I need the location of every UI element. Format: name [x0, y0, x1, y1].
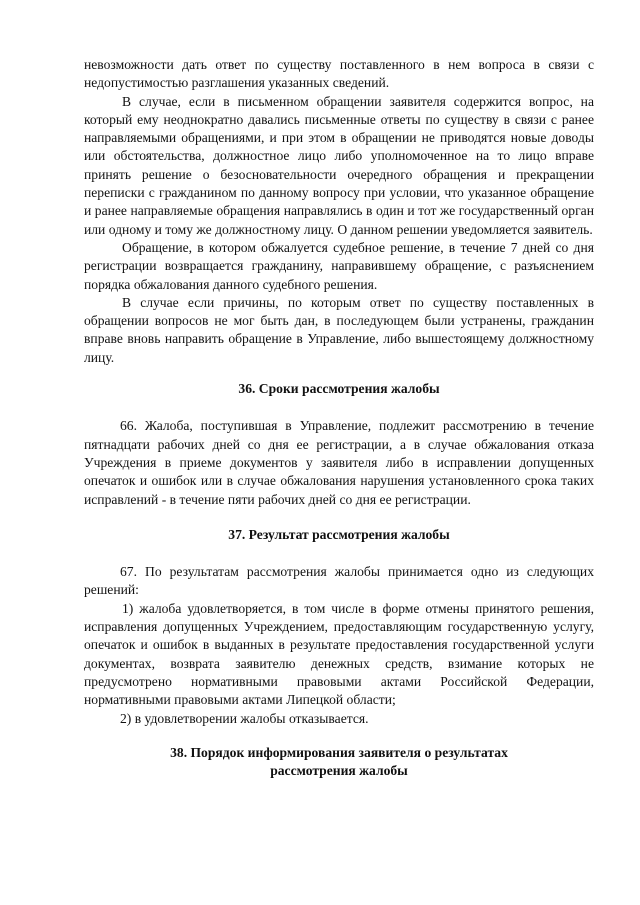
paragraph-67-item-2: 2) в удовлетворении жалобы отказывается.	[120, 710, 369, 726]
paragraph-repeated-appeal: В случае, если в письменном обращении заявителя содержится вопрос, на который ему неоднократно давались письменные ответы по существу в связи с ранее направляемыми обращениями, и при этом в обращении не приводятся новые доводы или обстоятельства, должностное лицо либо уполномоченное на то лицо вправе принять решение о безосновательности очередного обращения и прекращении переписки с гражданином по данному вопросу при условии, что указанное обращение и ранее направляемые обращения направлялись в один и тот же государственный орган или одному и тому же должностному лицу. О данном решении уведомляется заявитель.	[84, 93, 594, 237]
paragraph-court-decision: Обращение, в котором обжалуется судебное решение, в течение 7 дней со дня регистрации возвращается гражданину, направившему обращение, с разъяснением порядка обжалования данного судебного решения.	[84, 239, 594, 292]
section-heading-36: 36. Сроки рассмотрения жалобы	[238, 381, 440, 397]
section-heading-38-line-1: 38. Порядок информирования заявителя о результатах	[170, 744, 508, 760]
paragraph-reasons-eliminated: В случае если причины, по которым ответ по существу поставленных в обращении вопросов не мог быть дан, в последующем были устранены, гражданин вправе вновь направить обращение в Управление, либо вышестоящему должностному лицу.	[84, 294, 594, 365]
paragraph-67: 67. По результатам рассмотрения жалобы принимается одно из следующих решений:	[84, 564, 594, 598]
paragraph-67-item-1: 1) жалоба удовлетворяется, в том числе в форме отмены принятого решения, исправления допущенных Учреждением, предоставляющим государственную услугу, опечаток и ошибок в выданных в результате предоставления государственной услуги документах, возврата заявителю денежных средств, взимание которых не предусмотрено нормативными правовыми актами Российской Федерации, нормативными правовыми актами Липецкой области;	[84, 600, 594, 708]
paragraph-continued: невозможности дать ответ по существу поставленного в нем вопроса в связи с недопустимостью разглашения указанных сведений.	[84, 57, 594, 91]
section-heading-38-line-2: рассмотрения жалобы	[270, 763, 408, 779]
document-page	[84, 56, 594, 780]
paragraph-66: 66. Жалоба, поступившая в Управление, подлежит рассмотрению в течение пятнадцати рабочих дней со дня ее регистрации, а в случае обжалования отказа Учреждения в приеме документов у заявителя либо в исправлении допущенных опечаток и ошибок или в случае обжалования нарушения установленного срока таких исправлений - в течение пяти рабочих дней со дня ее регистрации.	[84, 418, 594, 507]
section-heading-37: 37. Результат рассмотрения жалобы	[228, 526, 450, 542]
section-heading-38	[84, 744, 594, 781]
